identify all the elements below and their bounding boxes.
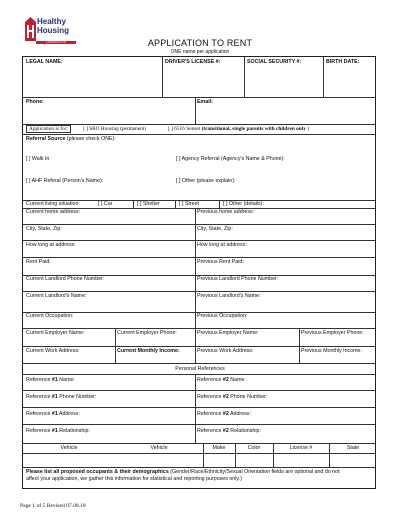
divider bbox=[23, 424, 375, 425]
previous-landlord-phone-label: Previous Landlord Phone Number: bbox=[197, 276, 279, 282]
label-part: Reference bbox=[197, 377, 223, 383]
license-header: License # bbox=[289, 445, 313, 451]
divider bbox=[23, 467, 375, 468]
divider bbox=[23, 374, 375, 375]
reference-1-phone-label bbox=[26, 394, 96, 400]
divider bbox=[23, 346, 375, 347]
option-6516-sunset-end: ) bbox=[307, 126, 309, 132]
page-title: APPLICATION TO RENT bbox=[147, 38, 253, 48]
label-number: #2 bbox=[222, 377, 229, 383]
current-monthly-income-label: Current Monthly Income: bbox=[117, 348, 180, 354]
divider bbox=[23, 453, 375, 454]
occupants-instructions-bold: Please list all proposed occupants & their demographics bbox=[26, 469, 169, 475]
referral-source-title: Referral Source bbox=[26, 136, 66, 142]
label-number: #1 bbox=[51, 428, 58, 434]
divider bbox=[195, 97, 196, 124]
previous-rent-paid-label: Previous Rent Paid: bbox=[197, 259, 244, 265]
divider bbox=[23, 390, 375, 391]
divider bbox=[133, 200, 134, 208]
previous-monthly-income-label: Previous Monthly Income: bbox=[301, 348, 362, 354]
rent-paid-label: Rent Paid: bbox=[26, 259, 51, 265]
occupants-instructions-line1 bbox=[26, 469, 340, 475]
previous-home-address-label: Previous home address: bbox=[197, 209, 255, 215]
occupants-instructions-line2: affect your application, we gather this information for statistical and reporting purposes only.) bbox=[26, 476, 242, 482]
label-number: #2 bbox=[222, 428, 229, 434]
divider bbox=[23, 257, 375, 258]
page-footer: Page 1 of 5 Revised 07.08.18 bbox=[20, 503, 86, 509]
current-employer-name-label: Current Employer Name: bbox=[26, 330, 85, 336]
phone-label: Phone: bbox=[26, 99, 44, 105]
current-how-long-label: How long at address: bbox=[26, 242, 76, 248]
reference-1-name-label bbox=[26, 377, 75, 383]
current-landlord-name-label: Current Landlord's Name: bbox=[26, 293, 87, 299]
label-part: Phone Number: bbox=[228, 394, 268, 400]
divider bbox=[175, 200, 176, 208]
reference-2-address-label bbox=[197, 411, 251, 417]
label-part: Reference bbox=[197, 411, 223, 417]
living-situation-label: Current living situation: bbox=[26, 201, 80, 207]
divider bbox=[23, 291, 375, 292]
divider bbox=[23, 224, 375, 225]
previous-how-long-label: How long at address: bbox=[197, 242, 247, 248]
referral-walk-in[interactable]: [ ] Walk In bbox=[26, 156, 50, 162]
personal-references-heading: Personal References bbox=[175, 366, 225, 372]
current-occupation-label: Current Occupation: bbox=[26, 313, 74, 319]
drivers-license-label: DRIVER'S LICENSE #: bbox=[165, 59, 221, 65]
divider bbox=[323, 57, 324, 97]
label-part: Phone Number: bbox=[57, 394, 97, 400]
divider bbox=[23, 407, 375, 408]
current-home-address-label: Current home address: bbox=[26, 209, 81, 215]
divider bbox=[23, 240, 375, 241]
divider bbox=[23, 97, 375, 98]
living-shelter-option[interactable]: [ ] Shelter bbox=[137, 201, 160, 207]
referral-agency[interactable]: [ ] Agency Referral (Agency's Name & Phone): bbox=[176, 156, 285, 162]
divider bbox=[203, 443, 204, 467]
label-number: #1 bbox=[51, 394, 58, 400]
reference-2-name-label bbox=[197, 377, 244, 383]
color-header: Color bbox=[247, 445, 261, 451]
referral-ahf[interactable]: [ ] AHF Referal (Person's Name): bbox=[26, 178, 104, 184]
label-part: Reference bbox=[26, 377, 52, 383]
label-part: Reference bbox=[26, 394, 52, 400]
label-part: Address: bbox=[57, 411, 80, 417]
living-street-option[interactable]: [ ] Street bbox=[179, 201, 200, 207]
divider bbox=[23, 124, 375, 125]
previous-employer-name-label: Previous Employer Name: bbox=[197, 330, 259, 336]
referral-source-note: (please check ONE): bbox=[65, 136, 116, 142]
reference-2-phone-label bbox=[197, 394, 267, 400]
divider bbox=[23, 363, 375, 364]
label-part: Reference bbox=[26, 428, 52, 434]
divider bbox=[162, 57, 163, 97]
label-part: Reference bbox=[197, 394, 223, 400]
previous-employer-phone-label: Previous Employer Phone: bbox=[301, 330, 364, 336]
divider bbox=[273, 443, 274, 467]
living-other-option[interactable]: [ ] Other (details): bbox=[223, 201, 264, 207]
current-employer-phone-label: Current Employer Phone: bbox=[117, 330, 177, 336]
option-6516-sunset[interactable] bbox=[168, 126, 309, 132]
make-header: Make bbox=[212, 445, 226, 451]
application-type-box bbox=[26, 125, 71, 133]
divider bbox=[329, 443, 330, 467]
previous-landlord-name-label: Previous Landlord's Name: bbox=[197, 293, 261, 299]
option-6516-sunset-label: [ ] 6516 Sunset bbox=[168, 126, 201, 132]
previous-occupation-label: Previous Occupation: bbox=[197, 313, 248, 319]
previous-work-address-label: Previous Work Address: bbox=[197, 348, 254, 354]
vehicle-header-1: Vehicle bbox=[60, 445, 78, 451]
label-number: #1 bbox=[51, 411, 58, 417]
reference-2-relationship-label bbox=[197, 428, 261, 434]
label-part: Address: bbox=[228, 411, 251, 417]
current-landlord-phone-label: Current Landlord Phone Number: bbox=[26, 276, 105, 282]
social-security-label: SOCIAL SECURITY #: bbox=[247, 59, 302, 65]
option-sro-housing[interactable]: [ ] SRO Housing (permanent) bbox=[83, 126, 146, 132]
label-part: Relationship: bbox=[57, 428, 90, 434]
divider bbox=[195, 312, 196, 363]
application-type-label: Application is for: bbox=[29, 126, 68, 132]
label-number: #1 bbox=[51, 377, 58, 383]
divider bbox=[23, 328, 375, 329]
state-header: State bbox=[346, 445, 360, 451]
label-part: Relationship: bbox=[228, 428, 261, 434]
application-form bbox=[22, 56, 376, 489]
label-part: Name bbox=[228, 377, 245, 383]
vehicle-header-2: Vehicle bbox=[150, 445, 168, 451]
referral-other[interactable]: [ ] Other (please explain): bbox=[176, 178, 236, 184]
reference-1-address-label bbox=[26, 411, 80, 417]
label-part: Name: bbox=[57, 377, 75, 383]
current-work-address-label: Current Work Address: bbox=[26, 348, 80, 354]
logo-text-line2: Housing bbox=[37, 26, 69, 35]
divider bbox=[23, 134, 375, 135]
divider bbox=[195, 374, 196, 443]
divider bbox=[23, 443, 375, 444]
birth-date-label: BIRTH DATE: bbox=[326, 59, 360, 65]
label-number: #2 bbox=[222, 411, 229, 417]
label-part: Reference bbox=[197, 428, 223, 434]
page-subtitle: ONE name per application bbox=[170, 49, 230, 55]
referral-source-heading bbox=[26, 136, 116, 142]
divider bbox=[235, 443, 236, 467]
divider bbox=[244, 57, 245, 97]
living-car-option[interactable]: [ ] Car bbox=[98, 201, 113, 207]
occupants-instructions-rest: (Gender/Race/Ethnicity/Sexual Orientation fields are optional and do not bbox=[168, 469, 340, 475]
divider bbox=[219, 200, 220, 208]
logo-text-line1: Healthy bbox=[37, 17, 66, 26]
reference-1-relationship-label bbox=[26, 428, 90, 434]
legal-name-label: LEGAL NAME: bbox=[26, 59, 63, 65]
logo-bar: FOUNDATION bbox=[36, 41, 76, 44]
email-label: Email: bbox=[197, 99, 213, 105]
previous-city-label: City, State, Zip: bbox=[197, 226, 233, 232]
label-part: Reference bbox=[26, 411, 52, 417]
label-number: #2 bbox=[222, 394, 229, 400]
current-city-label: City, State, Zip: bbox=[26, 226, 62, 232]
option-6516-sunset-note: (transitional, single parents with children only bbox=[201, 126, 306, 132]
